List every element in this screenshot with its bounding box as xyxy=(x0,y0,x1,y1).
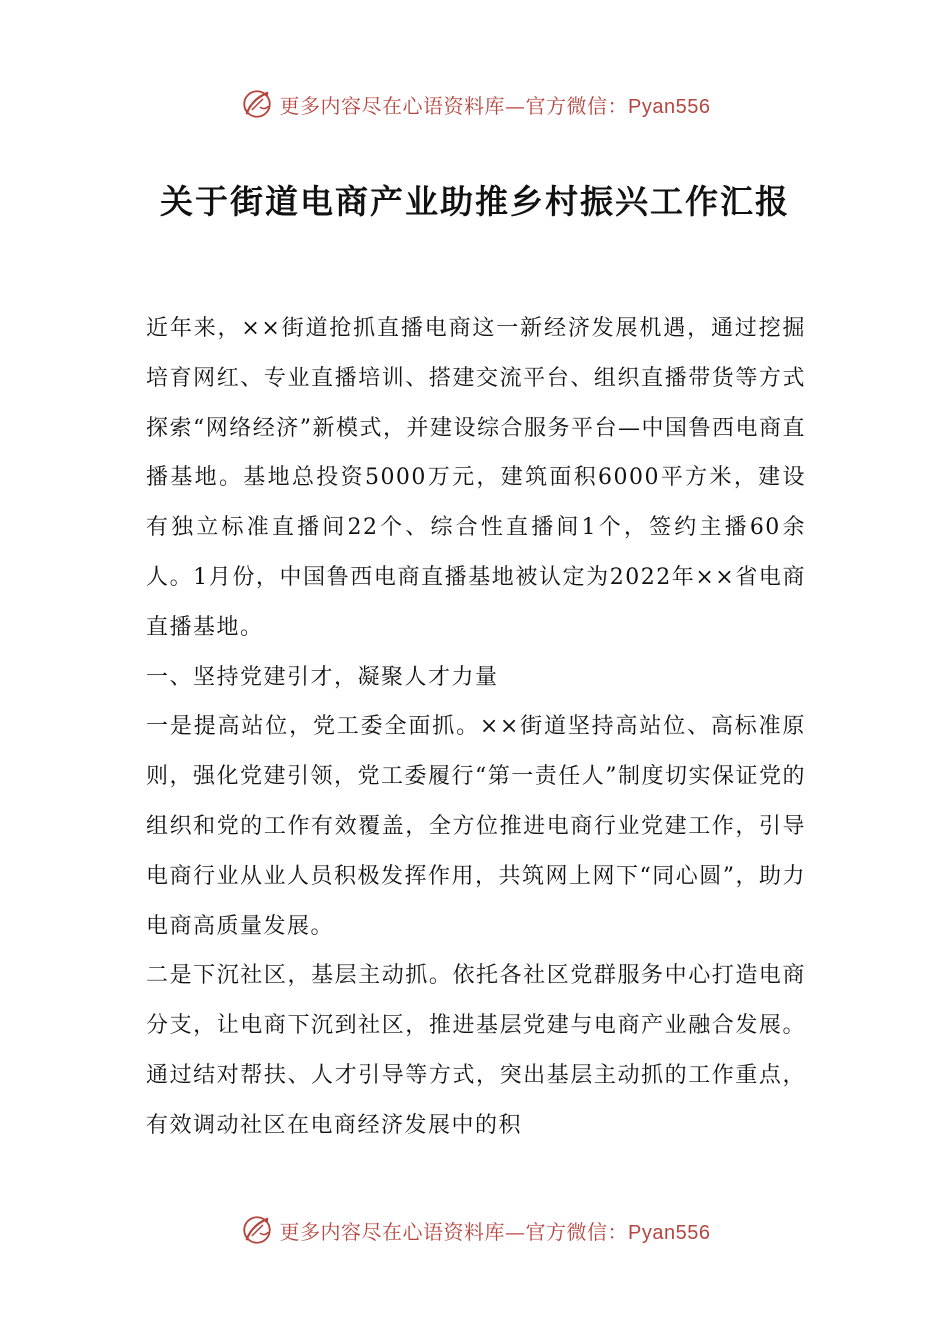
document-title: 关于街道电商产业助推乡村振兴工作汇报 xyxy=(160,182,790,221)
intro-paragraph: 近年来，××街道抢抓直播电商这一新经济发展机遇，通过挖掘培育网红、专业直播培训、搭建交流平台、组织直播带货等方式探索“网络经济”新模式，并建设综合服务平台—中国鲁西电商直播基地。基地总投资5000万元，建筑面积6000平方米，建设有独立标准直播间22个、综合性直播间1个，签约主播60余人。1月份，中国鲁西电商直播基地被认定为2022年××省电商直播基地。 xyxy=(146,316,806,640)
body-paragraph-1: 一是提高站位，党工委全面抓。××街道坚持高站位、高标准原则，强化党建引领，党工委履行“第一责任人”制度切实保证党的组织和党的工作有效覆盖，全方位推进电商行业党建工作，引导电商行业从业人员积极发挥作用，共筑网上网下“同心圆”，助力电商高质量发展。 xyxy=(146,714,806,939)
watermark-text-cn: 更多内容尽在心语资料库—官方微信： xyxy=(279,1219,629,1244)
document-body xyxy=(146,304,806,1151)
body-paragraph-2: 二是下沉社区，基层主动抓。依托各社区党群服务中心打造电商分支，让电商下沉到社区，推进基层党建与电商产业融合发展。通过结对帮扶、人才引导等方式，突出基层主动抓的工作重点，有效调动社区在电商经济发展中的积 xyxy=(146,963,806,1138)
pen-circle-logo-icon xyxy=(240,87,274,121)
pen-circle-logo-icon xyxy=(240,1213,274,1247)
watermark-wechat-id: Pyan556 xyxy=(628,95,711,118)
section-heading-1: 一、坚持党建引才，凝聚人才力量 xyxy=(146,664,499,690)
watermark-text xyxy=(280,1216,711,1245)
footer-watermark xyxy=(0,1210,950,1250)
watermark-wechat-id: Pyan556 xyxy=(628,1221,711,1244)
header-watermark xyxy=(0,84,950,124)
watermark-text xyxy=(280,90,711,119)
watermark-text-cn: 更多内容尽在心语资料库—官方微信： xyxy=(279,93,629,118)
